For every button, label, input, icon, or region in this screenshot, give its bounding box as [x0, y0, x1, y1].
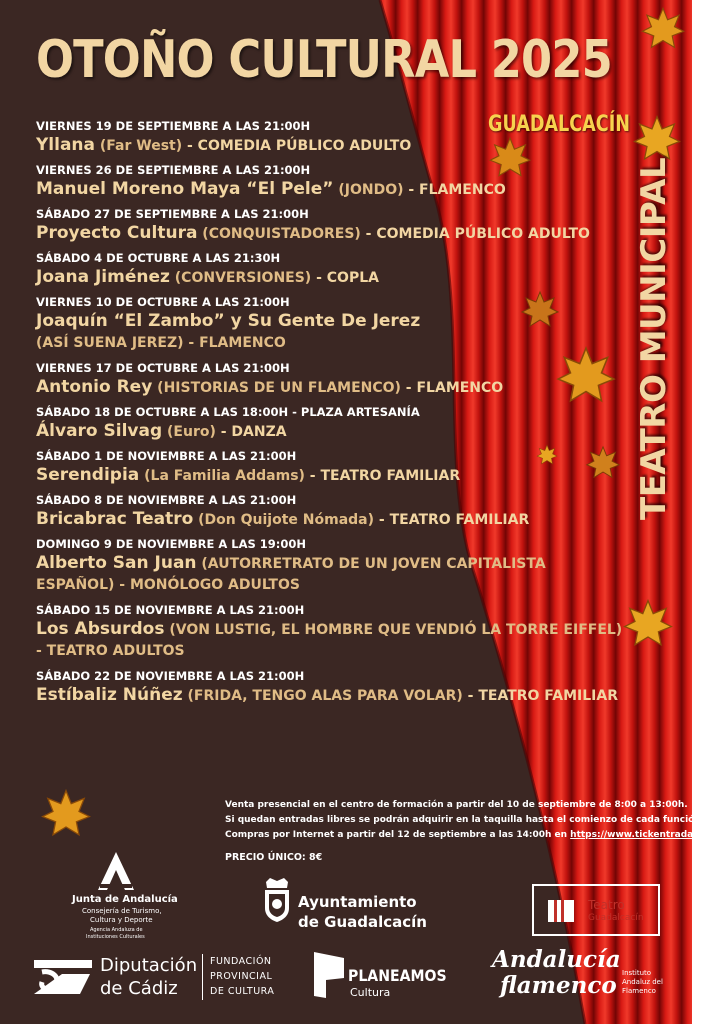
event-show: (La Familia Addams)	[139, 468, 305, 484]
event-date: SÁBADO 8 DE NOVIEMBRE A LAS 21:00H	[36, 493, 297, 507]
event-title-line	[36, 134, 676, 156]
event-date: SÁBADO 15 DE NOVIEMBRE A LAS 21:00H	[36, 603, 305, 617]
event-date: VIERNES 26 DE SEPTIEMBRE A LAS 21:00H	[36, 163, 311, 177]
event-date: SÁBADO 4 DE OCTUBRE A LAS 21:30H	[36, 251, 281, 265]
fundacion-line3: DE CULTURA	[210, 986, 275, 997]
flamenco-institute-line2: Andaluz del	[622, 978, 663, 986]
event-item	[36, 404, 676, 442]
event-item	[36, 206, 676, 244]
ayuntamiento-line2: de Guadalcacín	[298, 913, 427, 931]
event-date: VIERNES 17 DE OCTUBRE A LAS 21:00H	[36, 361, 290, 375]
event-title-continuation: ESPAÑOL) - MONÓLOGO ADULTOS	[36, 577, 300, 593]
andalucia-flamenco-line2: flamenco	[500, 972, 617, 999]
event-item	[36, 448, 676, 486]
junta-dept-line2: Cultura y Deporte	[90, 916, 153, 924]
event-date: SÁBADO 22 DE NOVIEMBRE A LAS 21:00H	[36, 669, 305, 683]
event-title-line	[36, 178, 676, 200]
diputacion-cadiz-icon	[32, 956, 94, 998]
junta-andalucia-name: Junta de Andalucía	[72, 894, 178, 905]
event-item	[36, 492, 676, 530]
event-genre: - TEATRO FAMILIAR	[304, 468, 461, 484]
fundacion-line1: FUNDACIÓN	[210, 956, 272, 967]
event-show: (FRIDA, TENGO ALAS PARA VOLAR)	[182, 688, 463, 704]
teatro-guadalcacin-logo	[532, 884, 660, 936]
event-genre: - COMEDIA PÚBLICO ADULTO	[360, 226, 590, 242]
planeamos-logo-icon	[312, 950, 346, 1000]
event-title-line	[36, 618, 676, 640]
planeamos-name: PLANEAMOS	[348, 966, 447, 985]
event-item	[36, 602, 676, 662]
event-title-continuation: - TEATRO ADULTOS	[36, 643, 185, 659]
junta-agency-line2: Instituciones Culturales	[86, 934, 145, 940]
event-title-line	[36, 684, 676, 706]
event-show: (Don Quijote Nómada)	[193, 512, 375, 528]
ticket-info-line	[225, 828, 726, 843]
diputacion-line2: de Cádiz	[100, 978, 178, 999]
event-title-line	[36, 376, 676, 398]
guadalcacin-coat-of-arms-icon	[262, 878, 292, 922]
event-genre: - FLAMENCO	[403, 182, 506, 198]
event-item	[36, 118, 676, 156]
autumn-leaf-icon	[640, 6, 686, 52]
event-show: (Euro)	[162, 424, 216, 440]
event-date: SÁBADO 27 DE SEPTIEMBRE A LAS 21:00H	[36, 207, 309, 221]
event-date: SÁBADO 18 DE OCTUBRE A LAS 18:00H - PLAZA ARTESANÍA	[36, 405, 420, 419]
event-artist: Álvaro Silvag	[36, 421, 163, 441]
event-artist: Manuel Moreno Maya “El Pele”	[36, 179, 334, 199]
event-item	[36, 162, 676, 200]
event-artist: Serendipia	[36, 465, 140, 485]
teatro-logo-line1: Teatro	[588, 898, 625, 912]
event-show: (HISTORIAS DE UN FLAMENCO)	[152, 380, 401, 396]
diputacion-line1: Diputación	[100, 955, 198, 976]
event-title-line	[36, 266, 676, 288]
ticket-info	[225, 798, 726, 843]
event-show: (CONQUISTADORES)	[197, 226, 361, 242]
event-artist: Estíbaliz Núñez	[36, 685, 183, 705]
poster-title: OTOÑO CULTURAL 2025	[36, 30, 612, 90]
event-artist: Los Absurdos	[36, 619, 165, 639]
event-date: VIERNES 10 DE OCTUBRE A LAS 21:00H	[36, 295, 290, 309]
event-artist: Bricabrac Teatro	[36, 509, 194, 529]
venue-vertical-label: TEATRO MUNICIPAL	[634, 157, 674, 520]
ticket-info-text: Compras por Internet a partir del 12 de septiembre a las 14:00h en	[225, 830, 571, 840]
andalucia-flamenco-line1: Andalucía	[492, 946, 621, 973]
event-item	[36, 536, 676, 596]
fundacion-line2: PROVINCIAL	[210, 971, 273, 982]
event-artist: Joaquín “El Zambo” y Su Gente De Jerez	[36, 311, 421, 331]
ayuntamiento-line1: Ayuntamiento	[298, 893, 417, 911]
event-title-continuation: (ASÍ SUENA JEREZ) - FLAMENCO	[36, 335, 286, 351]
event-artist: Antonio Rey	[36, 377, 153, 397]
price-label: PRECIO ÚNICO: 8€	[225, 852, 323, 863]
event-genre: - TEATRO FAMILIAR	[462, 688, 618, 704]
junta-andalucia-arch-icon	[94, 848, 138, 890]
event-genre: - TEATRO FAMILIAR	[374, 512, 530, 528]
event-date: VIERNES 19 DE SEPTIEMBRE A LAS 21:00H	[36, 119, 311, 133]
event-show: (JONDO)	[333, 182, 404, 198]
junta-agency-line1: Agencia Andaluza de	[90, 927, 143, 933]
ticket-info-line: Si quedan entradas libres se podrán adquirir en la taquilla hasta el comienzo de cada función.	[225, 815, 705, 825]
teatro-logo-line2: Guadalcacín	[588, 913, 644, 923]
event-title-line	[36, 420, 676, 442]
planeamos-sub: Cultura	[350, 986, 391, 999]
junta-dept-line1: Consejería de Turismo,	[82, 907, 162, 915]
event-title-line	[36, 552, 676, 574]
event-title-line	[36, 310, 676, 332]
autumn-leaf-icon	[40, 788, 92, 840]
event-title-line	[36, 222, 676, 244]
event-date: SÁBADO 1 DE NOVIEMBRE A LAS 21:00H	[36, 449, 297, 463]
event-genre: - FLAMENCO	[400, 380, 504, 396]
logo-divider	[202, 954, 203, 1000]
event-show: (VON LUSTIG, EL HOMBRE QUE VENDIÓ LA TORRE EIFFEL)	[164, 622, 623, 638]
event-title-line	[36, 508, 676, 530]
event-artist: Proyecto Cultura	[36, 223, 198, 243]
ticket-url-link[interactable]: https://www.tickentradas.com/	[570, 830, 726, 840]
event-genre: - DANZA	[215, 424, 287, 440]
event-show: (CONVERSIONES)	[169, 270, 312, 286]
event-artist: Joana Jiménez	[36, 267, 170, 287]
event-show: (Far West)	[95, 138, 183, 154]
event-item	[36, 360, 676, 398]
event-date: DOMINGO 9 DE NOVIEMBRE A LAS 19:00H	[36, 537, 306, 551]
flamenco-institute-line3: Flamenco	[622, 987, 656, 995]
event-item	[36, 294, 676, 354]
event-genre: - COMEDIA PÚBLICO ADULTO	[182, 138, 412, 154]
event-title-line	[36, 464, 676, 486]
poster-subtitle: GUADALCACÍN	[488, 112, 630, 137]
event-show: (AUTORRETRATO DE UN JOVEN CAPITALISTA	[196, 556, 546, 572]
event-artist: Alberto San Juan	[36, 553, 197, 573]
event-list	[36, 118, 676, 712]
flamenco-institute-line1: Instituto	[622, 969, 652, 977]
ticket-info-line: Venta presencial en el centro de formación a partir del 10 de septiembre de 8:00 a 13:00h.	[225, 800, 688, 810]
event-item	[36, 668, 676, 706]
event-artist: Yllana	[36, 135, 96, 155]
event-item	[36, 250, 676, 288]
event-genre: - COPLA	[311, 270, 379, 286]
